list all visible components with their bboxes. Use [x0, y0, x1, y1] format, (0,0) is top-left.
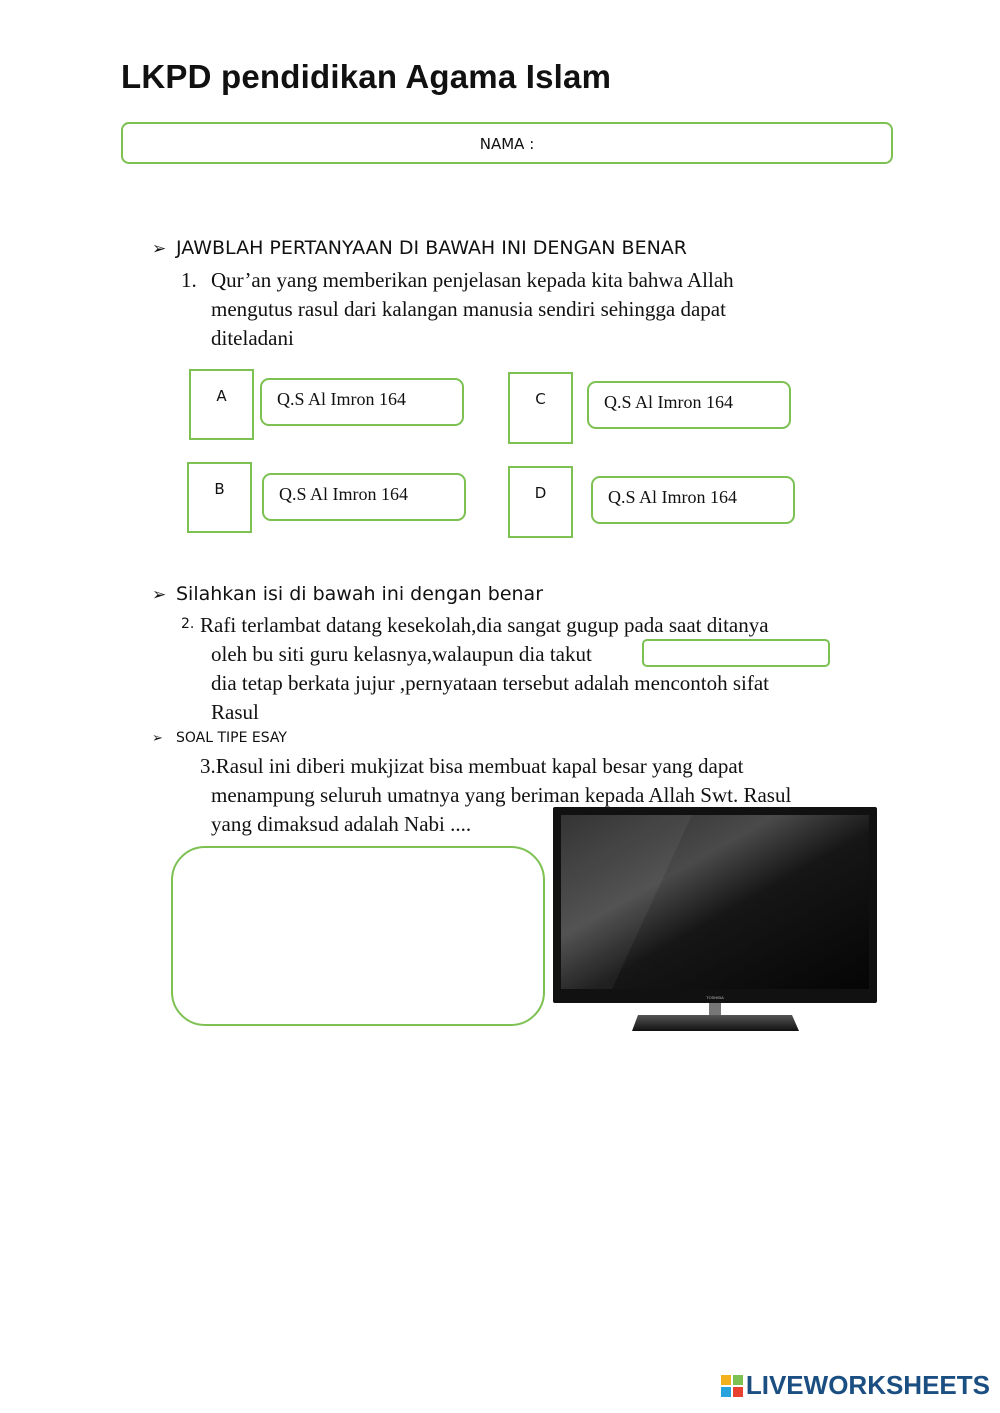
question-2-line-4: Rasul	[211, 700, 259, 724]
option-c-answer[interactable]	[587, 381, 791, 429]
tv-stand-base	[632, 1015, 799, 1031]
option-d-select-box[interactable]	[508, 466, 573, 538]
question-3-line-3: yang dimaksud adalah Nabi ....	[211, 812, 472, 836]
arrow-bullet-icon: ➢	[152, 239, 167, 259]
logo-grid-icon	[721, 1375, 743, 1397]
question-3-answer-box[interactable]	[171, 846, 545, 1026]
option-d-letter: D	[534, 484, 547, 502]
section-2-heading: ➢ Silahkan isi di bawah ini dengan benar	[152, 583, 544, 605]
question-1-line-3: diteladani	[211, 326, 294, 350]
question-2-number: 2.	[181, 616, 195, 632]
question-2-line-3: dia tetap berkata jujur ,pernyataan tersebut adalah mencontoh sifat	[211, 671, 770, 695]
option-c-select-box[interactable]	[508, 372, 573, 444]
question-1-line-1: Qur’an yang memberikan penjelasan kepada kita bahwa Allah	[211, 268, 734, 292]
option-a-letter: A	[216, 387, 227, 405]
tv-stand-neck	[709, 1003, 721, 1015]
option-b-select-box[interactable]	[187, 462, 252, 533]
option-c-letter: C	[535, 390, 546, 408]
television-image	[552, 806, 878, 1036]
option-a-select-box[interactable]	[189, 369, 254, 440]
option-a-answer[interactable]	[260, 378, 464, 426]
option-b-letter: B	[214, 480, 225, 498]
question-1-line-2: mengutus rasul dari kalangan manusia sendiri sehingga dapat	[211, 297, 726, 321]
logo-text: LIVEWORKSHEETS	[745, 1370, 990, 1400]
option-b-answer[interactable]	[262, 473, 466, 521]
section-1-heading: ➢ JAWBLAH PERTANYAAN DI BAWAH INI DENGAN BENAR	[152, 237, 687, 259]
question-2-answer-input[interactable]	[642, 639, 830, 667]
question-3-line-2: menampung seluruh umatnya yang beriman kepada Allah Swt. Rasul	[211, 783, 792, 807]
option-b-text: Q.S Al Imron 164	[279, 484, 409, 504]
question-2-line-2: oleh bu siti guru kelasnya,walaupun dia takut	[211, 642, 592, 666]
page-title: LKPD pendidikan Agama Islam	[121, 58, 612, 95]
name-field[interactable]	[121, 122, 893, 164]
liveworksheets-logo	[721, 1370, 990, 1401]
option-d-text: Q.S Al Imron 164	[608, 487, 738, 507]
name-label: NAMA :	[479, 135, 535, 153]
option-c-text: Q.S Al Imron 164	[604, 392, 734, 412]
question-3-line-1: 3.Rasul ini diberi mukjizat bisa membuat kapal besar yang dapat	[200, 754, 744, 778]
option-a-text: Q.S Al Imron 164	[277, 389, 407, 409]
arrow-bullet-icon: ➢	[152, 731, 163, 746]
section-3-heading: ➢ SOAL TIPE ESAY	[152, 730, 287, 746]
question-1-number: 1.	[181, 268, 197, 292]
option-d-answer[interactable]	[591, 476, 795, 524]
arrow-bullet-icon: ➢	[152, 585, 167, 605]
tv-brand-label: TOSHIBA	[706, 995, 724, 1000]
question-2-line-1: Rafi terlambat datang kesekolah,dia sangat gugup pada saat ditanya	[200, 613, 769, 637]
